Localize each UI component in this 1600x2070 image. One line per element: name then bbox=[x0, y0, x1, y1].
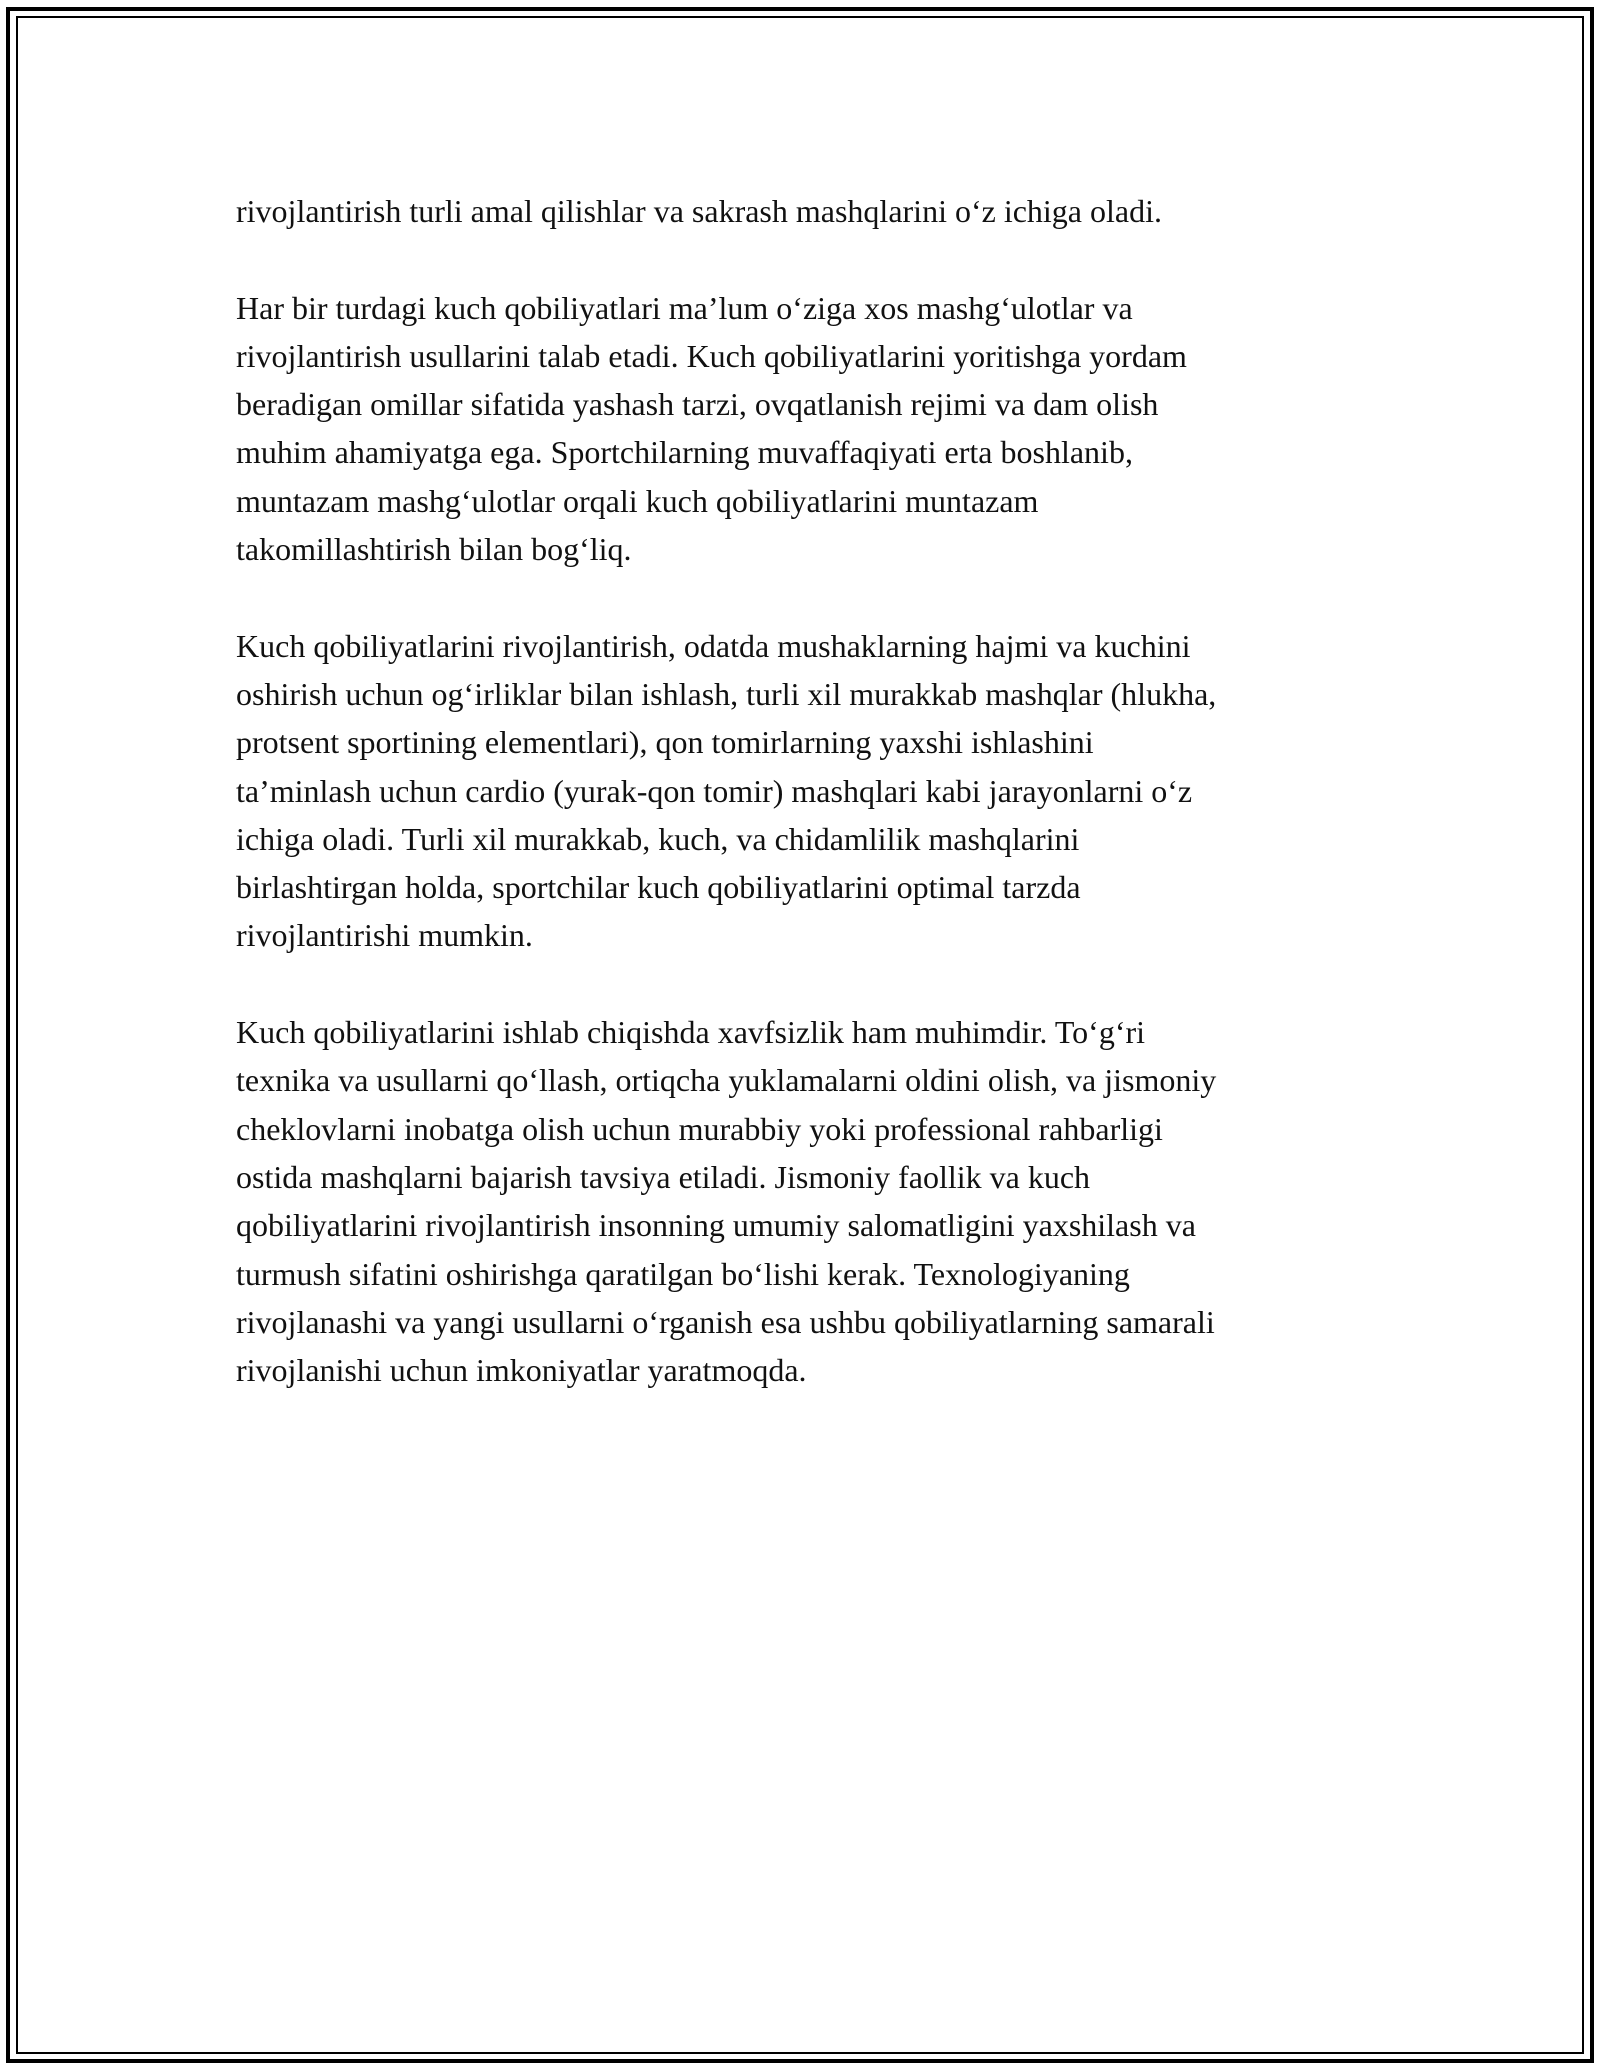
text-line: texnika va usullarni qo‘llash, ortiqcha yuklamalarni oldini olish, va jismoniy bbox=[236, 1062, 1217, 1099]
text-line: rivojlantirish turli amal qilishlar va sakrash mashqlarini o‘z ichiga oladi. bbox=[236, 193, 1162, 229]
text-line: ichiga oladi. Turli xil murakkab, kuch, va chidamlilik mashqlarini bbox=[236, 820, 1080, 857]
text-line: beradigan omillar sifatida yashash tarzi, ovqatlanish rejimi va dam olish bbox=[236, 386, 1159, 423]
text-line: birlashtirgan holda, sportchilar kuch qobiliyatlarini optimal tarzda bbox=[236, 869, 1081, 906]
paragraph-3 bbox=[236, 622, 1370, 960]
paragraph-4 bbox=[236, 1008, 1370, 1394]
text-line: qobiliyatlarini rivojlantirish insonning umumiy salomatligini yaxshilash va bbox=[236, 1207, 1196, 1244]
text-line: Kuch qobiliyatlarini rivojlantirish, odatda mushaklarning hajmi va kuchini bbox=[236, 627, 1191, 664]
text-line: takomillashtirish bilan bog‘liq. bbox=[236, 531, 632, 568]
text-line: rivojlanashi va yangi usullarni o‘rganish esa ushbu qobiliyatlarning samarali bbox=[236, 1303, 1215, 1340]
text-line: rivojlantirish usullarini talab etadi. Kuch qobiliyatlarini yoritishga yordam bbox=[236, 337, 1187, 374]
document-body bbox=[236, 187, 1370, 1443]
text-line: rivojlantirishi mumkin. bbox=[236, 917, 533, 954]
text-line: rivojlanishi uchun imkoniyatlar yaratmoqda. bbox=[236, 1352, 807, 1389]
text-line: Har bir turdagi kuch qobiliyatlari ma’lum o‘ziga xos mashg‘ulotlar va bbox=[236, 289, 1133, 326]
text-line: Kuch qobiliyatlarini ishlab chiqishda xavfsizlik ham muhimdir. To‘g‘ri bbox=[236, 1014, 1146, 1051]
text-line: cheklovlarni inobatga olish uchun murabbiy yoki professional rahbarligi bbox=[236, 1110, 1163, 1147]
paragraph-2 bbox=[236, 284, 1370, 574]
text-line: protsent sportining elementlari), qon tomirlarning yaxshi ishlashini bbox=[236, 724, 1094, 761]
text-line: muntazam mashg‘ulotlar orqali kuch qobiliyatlarini muntazam bbox=[236, 482, 1039, 519]
text-line: ostida mashqlarni bajarish tavsiya etiladi. Jismoniy faollik va kuch bbox=[236, 1158, 1091, 1195]
text-line: turmush sifatini oshirishga qaratilgan bo‘lishi kerak. Texnologiyaning bbox=[236, 1255, 1130, 1292]
paragraph-1 bbox=[236, 187, 1370, 235]
text-line: oshirish uchun og‘irliklar bilan ishlash, turli xil murakkab mashqlar (hlukha, bbox=[236, 675, 1217, 712]
text-line: muhim ahamiyatga ega. Sportchilarning muvaffaqiyati erta boshlanib, bbox=[236, 434, 1133, 471]
text-line: ta’minlash uchun cardio (yurak-qon tomir) mashqlari kabi jarayonlarni o‘z bbox=[236, 772, 1193, 809]
